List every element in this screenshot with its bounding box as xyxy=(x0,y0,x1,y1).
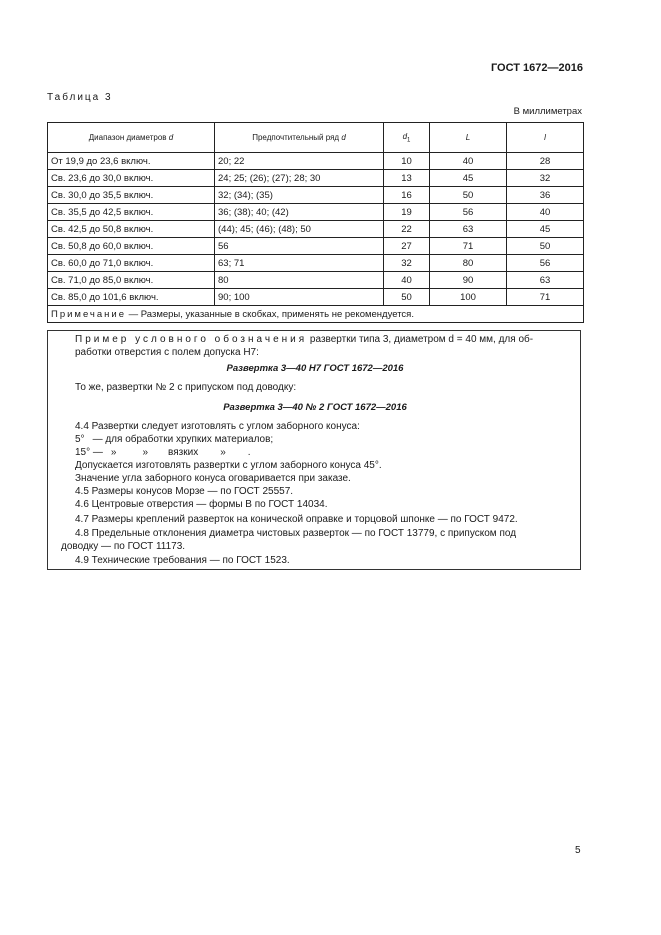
cell-l: 40 xyxy=(507,204,584,221)
col-l: l xyxy=(507,123,584,153)
cell-L: 71 xyxy=(430,238,507,255)
cell-d1: 32 xyxy=(384,255,430,272)
cell-L: 80 xyxy=(430,255,507,272)
table-note-row xyxy=(48,306,584,323)
col-preferred: Предпочтительный ряд d xyxy=(215,123,384,153)
units-label: В миллиметрах xyxy=(513,106,582,117)
table-row xyxy=(48,221,584,238)
viscous-word: вязких xyxy=(168,447,199,458)
clause-4-4: 4.4 Развертки следует изготовлять с углом заборного конуса: xyxy=(75,421,360,432)
clause-4-4-45: Допускается изготовлять развертки с углом заборного конуса 45°. xyxy=(75,460,382,471)
cell-range: Св. 85,0 до 101,6 включ. xyxy=(48,289,215,306)
cell-range: От 19,9 до 23,6 включ. xyxy=(48,153,215,170)
cell-pref: (44); 45; (46); (48); 50 xyxy=(215,221,384,238)
period: . xyxy=(247,447,251,458)
example-line-1 xyxy=(75,334,533,345)
cell-L: 40 xyxy=(430,153,507,170)
cell-L: 45 xyxy=(430,170,507,187)
table-note xyxy=(48,306,584,323)
table-title: Таблица 3 xyxy=(47,92,113,103)
designation-2: Развертка 3—40 № 2 ГОСТ 1672—2016 xyxy=(223,402,407,413)
clause-4-4-order: Значение угла заборного конуса оговаривается при заказе. xyxy=(75,473,351,484)
table-row xyxy=(48,272,584,289)
cell-range: Св. 23,6 до 30,0 включ. xyxy=(48,170,215,187)
cell-pref: 20; 22 xyxy=(215,153,384,170)
cell-d1: 27 xyxy=(384,238,430,255)
cell-pref: 24; 25; (26); (27); 28; 30 xyxy=(215,170,384,187)
designation-1: Развертка 3—40 Н7 ГОСТ 1672—2016 xyxy=(226,363,404,374)
note-text: — Размеры, указанные в скобках, применять не рекомендуется. xyxy=(126,308,414,320)
clause-4-8: 4.8 Предельные отклонения диаметра чистовых разверток — по ГОСТ 13779, с припуском под xyxy=(75,528,517,539)
cell-d1: 22 xyxy=(384,221,430,238)
standard-code: ГОСТ 1672—2016 xyxy=(490,62,583,74)
page-number: 5 xyxy=(575,845,581,856)
ditto-mark: » xyxy=(142,447,149,458)
cell-d1: 16 xyxy=(384,187,430,204)
cell-d1: 19 xyxy=(384,204,430,221)
cell-l: 45 xyxy=(507,221,584,238)
cell-range: Св. 50,8 до 60,0 включ. xyxy=(48,238,215,255)
angle-5: 5° xyxy=(75,434,85,445)
cell-L: 50 xyxy=(430,187,507,204)
cell-l: 56 xyxy=(507,255,584,272)
angle-5-text: — для обработки хрупких материалов; xyxy=(92,434,274,445)
col-range: Диапазон диаметров d xyxy=(48,123,215,153)
cell-d1: 50 xyxy=(384,289,430,306)
cell-pref: 32; (34); (35) xyxy=(215,187,384,204)
clause-4-4-angle-15 xyxy=(75,447,251,458)
cell-l: 50 xyxy=(507,238,584,255)
cell-l: 32 xyxy=(507,170,584,187)
clause-4-5: 4.5 Размеры конусов Морзе — по ГОСТ 25557. xyxy=(75,486,294,497)
cell-range: Св. 42,5 до 50,8 включ. xyxy=(48,221,215,238)
table-row xyxy=(48,204,584,221)
example-label: Пример условного обозначения xyxy=(75,334,308,345)
table-row xyxy=(48,170,584,187)
clause-4-4-angle-5 xyxy=(75,434,273,445)
table-row xyxy=(48,187,584,204)
cell-L: 63 xyxy=(430,221,507,238)
example-box xyxy=(47,330,581,570)
clause-4-6: 4.6 Центровые отверстия — формы В по ГОСТ 14034. xyxy=(75,499,328,510)
dimensions-table xyxy=(47,122,584,323)
example-text-1: развертки типа 3, диаметром d = 40 мм, для об- xyxy=(307,334,534,345)
angle-15: 15° — xyxy=(75,447,103,458)
cell-L: 90 xyxy=(430,272,507,289)
cell-pref: 80 xyxy=(215,272,384,289)
clause-4-8-cont: доводку — по ГОСТ 11173. xyxy=(61,541,186,552)
cell-l: 63 xyxy=(507,272,584,289)
example-text-3: То же, развертки № 2 с припуском под доводку: xyxy=(75,382,297,393)
cell-L: 100 xyxy=(430,289,507,306)
col-L: L xyxy=(430,123,507,153)
ditto-mark: » xyxy=(110,447,117,458)
table-row xyxy=(48,289,584,306)
table-row xyxy=(48,153,584,170)
table-header-row xyxy=(48,123,584,153)
cell-d1: 40 xyxy=(384,272,430,289)
cell-l: 36 xyxy=(507,187,584,204)
col-d1: $d_1$ xyxy=(384,123,430,153)
cell-range: Св. 71,0 до 85,0 включ. xyxy=(48,272,215,289)
cell-l: 28 xyxy=(507,153,584,170)
cell-d1: 13 xyxy=(384,170,430,187)
cell-range: Св. 35,5 до 42,5 включ. xyxy=(48,204,215,221)
ditto-mark: » xyxy=(220,447,226,458)
cell-d1: 10 xyxy=(384,153,430,170)
cell-L: 56 xyxy=(430,204,507,221)
table-row xyxy=(48,255,584,272)
note-label: Примечание xyxy=(51,308,126,320)
table-row xyxy=(48,238,584,255)
cell-pref: 90; 100 xyxy=(215,289,384,306)
cell-pref: 36; (38); 40; (42) xyxy=(215,204,384,221)
clause-4-9: 4.9 Технические требования — по ГОСТ 1523. xyxy=(75,555,290,566)
cell-l: 71 xyxy=(507,289,584,306)
cell-pref: 63; 71 xyxy=(215,255,384,272)
example-text-2: работки отверстия с полем допуска Н7: xyxy=(75,347,259,358)
clause-4-7: 4.7 Размеры креплений разверток на конической оправке и торцовой шпонке — по ГОСТ 9472. xyxy=(75,514,518,525)
cell-range: Св. 30,0 до 35,5 включ. xyxy=(48,187,215,204)
cell-pref: 56 xyxy=(215,238,384,255)
cell-range: Св. 60,0 до 71,0 включ. xyxy=(48,255,215,272)
